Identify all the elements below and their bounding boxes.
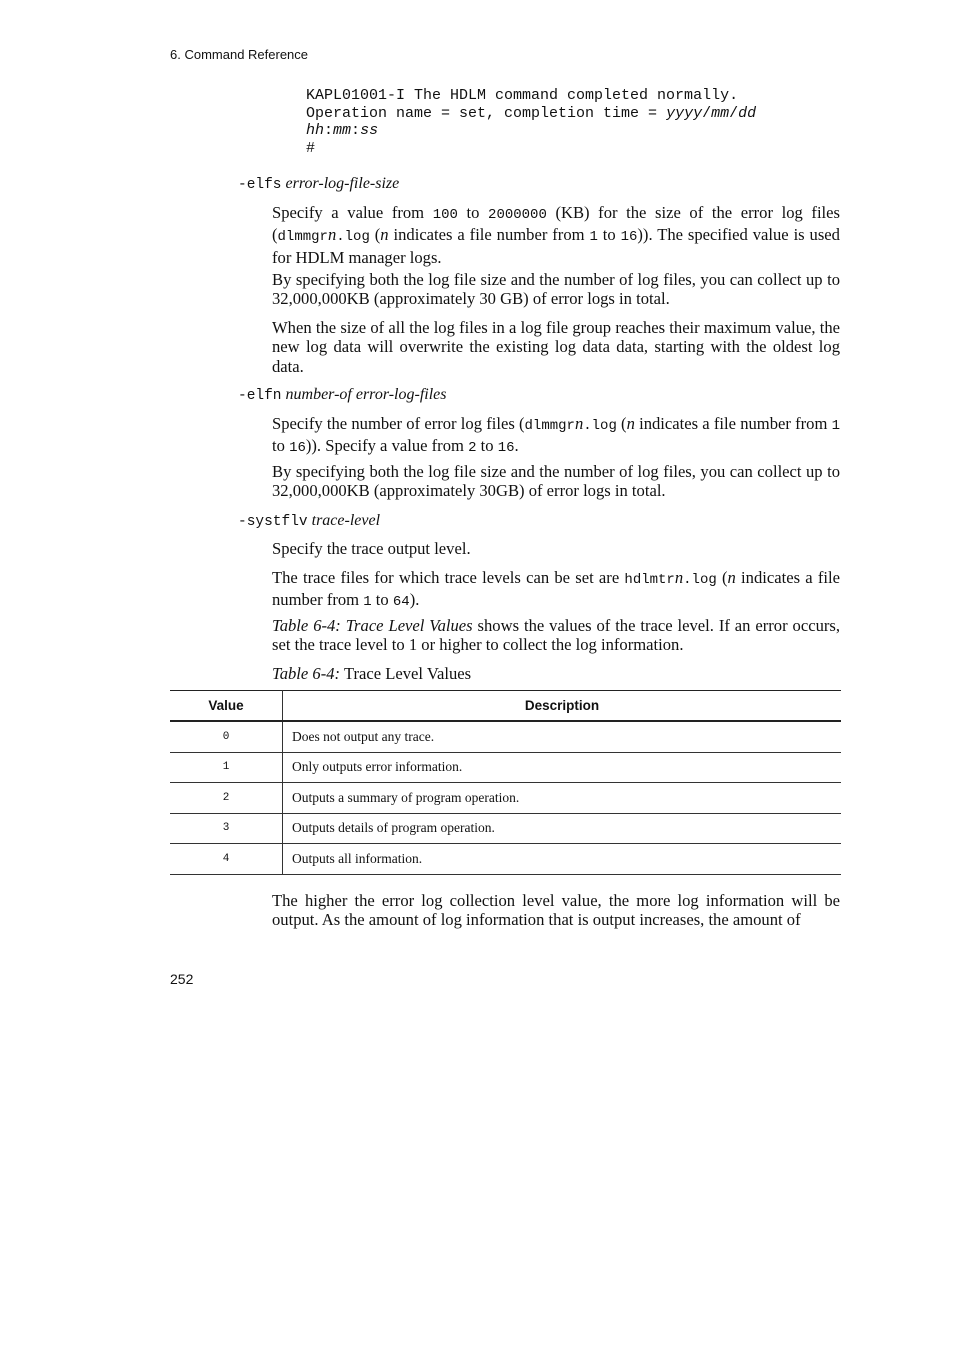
code-block bbox=[306, 87, 756, 157]
table-row bbox=[170, 783, 841, 814]
running-header: 6. Command Reference bbox=[170, 47, 309, 62]
code-line-3: hh:mm:ss bbox=[306, 122, 379, 140]
code-line-4: # bbox=[306, 139, 316, 157]
elfs-paragraph-1: Specify a value from 100 to 2000000 (KB) for the size of the error log files (dlmmgrn.log (n indicates a file number from 1 to 16)). The specified value is used for HDLM manager logs. bbox=[272, 203, 840, 267]
elfn-paragraph-2: By specifying both the log file size and the number of log files, you can collect up to 32,000,000KB (approximately 30GB) of error logs in total. bbox=[272, 462, 840, 501]
column-header-description: Description bbox=[283, 691, 842, 722]
cell-value: 3 bbox=[170, 813, 283, 844]
page-number: 252 bbox=[170, 971, 194, 987]
table-row bbox=[170, 844, 841, 875]
systflv-paragraph-2: The trace files for which trace levels can be set are hdlmtrn.log (n indicates a file number from 1 to 64). bbox=[272, 568, 840, 611]
cell-description: Outputs a summary of program operation. bbox=[283, 783, 842, 814]
option-elfn-heading: -elfn number-of error-log-files bbox=[238, 386, 447, 404]
cell-value: 0 bbox=[170, 721, 283, 752]
cell-value: 1 bbox=[170, 752, 283, 783]
cell-description: Outputs details of program operation. bbox=[283, 813, 842, 844]
table-row bbox=[170, 721, 841, 752]
option-systflv-heading: -systflv trace-level bbox=[238, 512, 381, 530]
table-row bbox=[170, 813, 841, 844]
systflv-paragraph-3: Table 6-4: Trace Level Values shows the values of the trace level. If an error occurs, set the trace level to 1 or higher to collect the log information. bbox=[272, 616, 840, 655]
elfs-paragraph-3: When the size of all the log files in a log file group reaches their maximum value, the new log data will overwrite the existing log data data, starting with the oldest log data. bbox=[272, 318, 840, 376]
cell-value: 2 bbox=[170, 783, 283, 814]
table-reference-link: Table 6-4: Trace Level Values bbox=[272, 616, 473, 635]
cell-description: Only outputs error information. bbox=[283, 752, 842, 783]
table-row bbox=[170, 752, 841, 783]
cell-description: Outputs all information. bbox=[283, 844, 842, 875]
code-line-2: Operation name = set, completion time = yyyy/mm/dd bbox=[306, 104, 757, 122]
column-header-value: Value bbox=[170, 691, 283, 722]
table-header-row bbox=[170, 691, 841, 722]
table-caption: Table 6-4: Trace Level Values bbox=[272, 664, 472, 683]
option-elfs-heading: -elfs error-log-file-size bbox=[238, 175, 400, 193]
elfn-paragraph-1: Specify the number of error log files (dlmmgrn.log (n indicates a file number from 1 to 16)). Specify a value from 2 to 16. bbox=[272, 414, 840, 457]
cell-description: Does not output any trace. bbox=[283, 721, 842, 752]
trace-level-table bbox=[170, 690, 841, 875]
after-table-paragraph: The higher the error log collection level value, the more log information will be output. As the amount of log information that is output increases, the amount of bbox=[272, 891, 840, 930]
elfs-paragraph-2: By specifying both the log file size and the number of log files, you can collect up to 32,000,000KB (approximately 30 GB) of error logs in total. bbox=[272, 270, 840, 309]
cell-value: 4 bbox=[170, 844, 283, 875]
systflv-paragraph-1: Specify the trace output level. bbox=[272, 539, 471, 558]
code-line-1: KAPL01001-I The HDLM command completed normally. bbox=[306, 87, 739, 104]
